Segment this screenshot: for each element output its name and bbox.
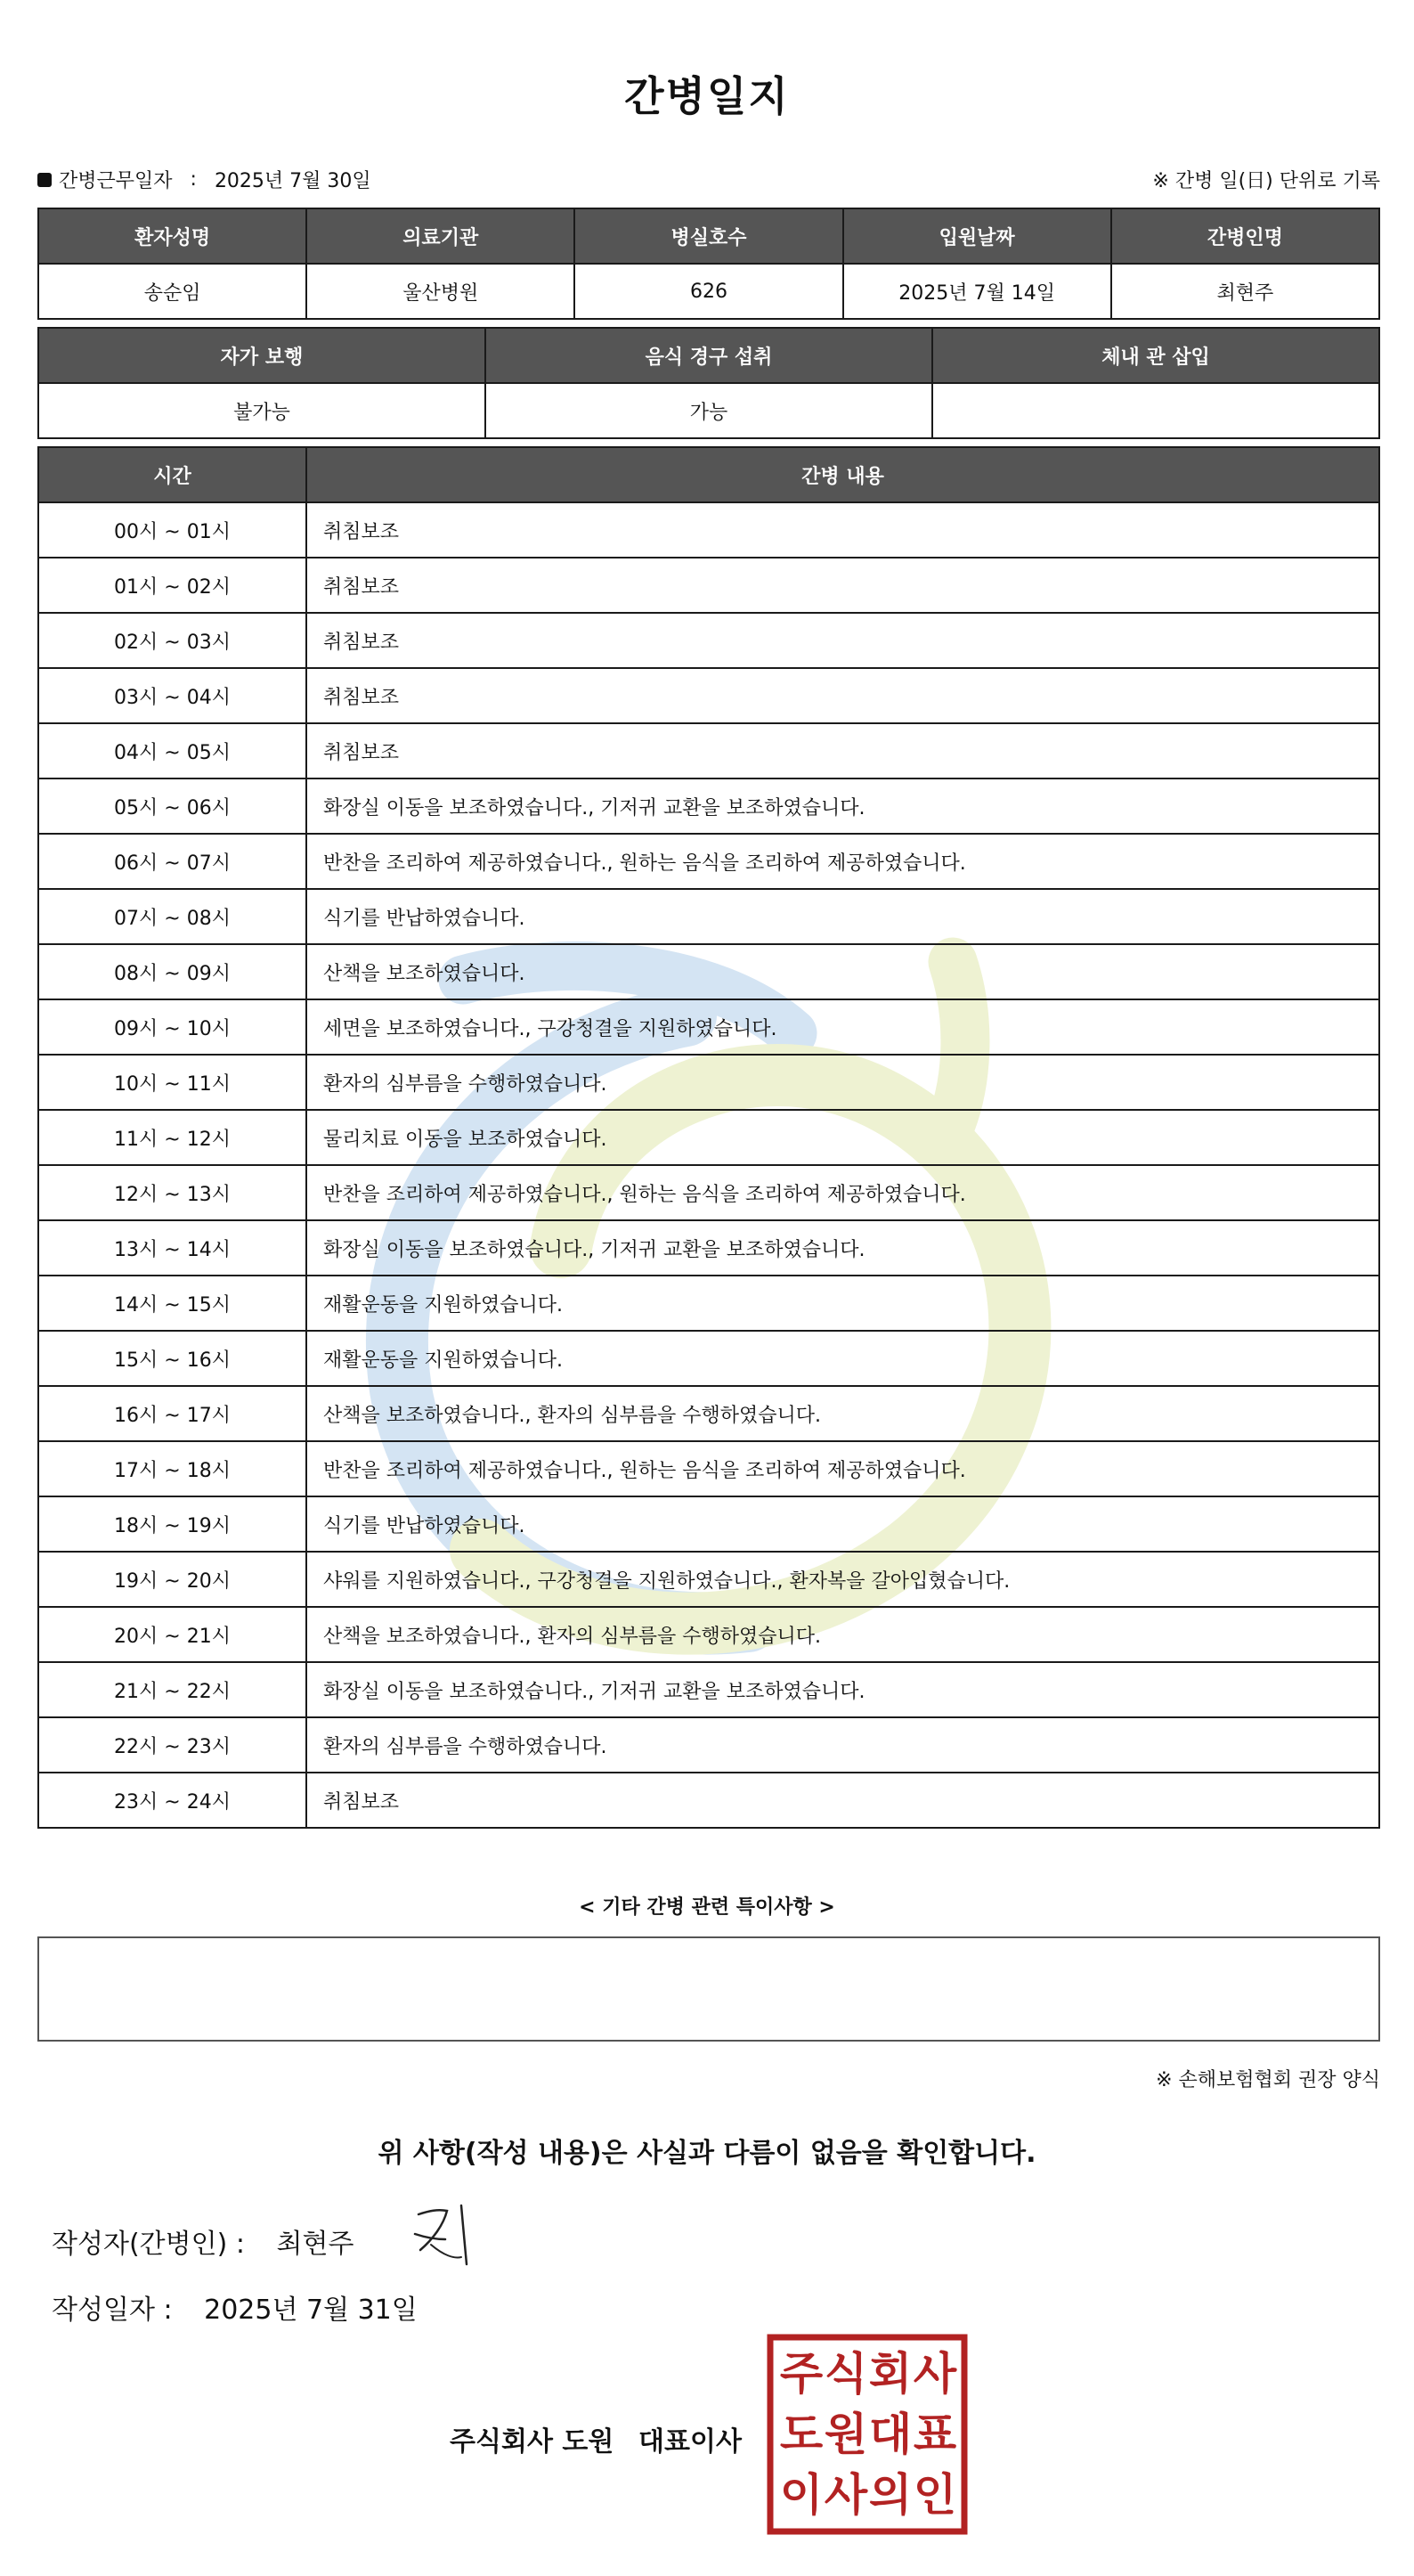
- writer-label: 작성자(간병인) :: [52, 2229, 245, 2260]
- care-log-table: [37, 446, 1380, 1829]
- svg-text:표: 표: [913, 2409, 957, 2460]
- log-content: 식기를 반납하였습니다.: [306, 889, 1379, 944]
- caregiver-name: 최현주: [1111, 264, 1379, 319]
- log-time: 01시 ~ 02시: [38, 558, 306, 613]
- header-time: 시간: [38, 447, 306, 502]
- log-content: 화장실 이동을 보조하였습니다., 기저귀 교환을 보조하였습니다.: [306, 1220, 1379, 1276]
- written-date-label: 작성일자 :: [52, 2295, 173, 2326]
- remarks-box: [37, 1936, 1380, 2042]
- table-row: [38, 1331, 1379, 1386]
- header-admission-date: 입원날짜: [843, 208, 1111, 264]
- company-name: 주식회사 도원: [450, 2426, 614, 2458]
- table-row: [38, 1496, 1379, 1552]
- svg-text:의: 의: [868, 2469, 913, 2521]
- svg-text:식: 식: [824, 2348, 868, 2400]
- remarks-title: < 기타 간병 관련 특이사항 >: [579, 1896, 835, 1919]
- table-row: [38, 944, 1379, 999]
- oral-intake: 가능: [485, 383, 932, 438]
- table-row: [38, 1055, 1379, 1110]
- log-time: 08시 ~ 09시: [38, 944, 306, 999]
- svg-text:도: 도: [779, 2409, 824, 2460]
- hospital: 울산병원: [306, 264, 574, 319]
- log-content: 환자의 심부름을 수행하였습니다.: [306, 1055, 1379, 1110]
- header-care-content: 간병 내용: [306, 447, 1379, 502]
- table-row: [38, 613, 1379, 668]
- table-row: [38, 1662, 1379, 1717]
- log-content: 산책을 보조하였습니다.: [306, 944, 1379, 999]
- tube-insertion: [932, 383, 1379, 438]
- work-date: [37, 166, 371, 193]
- header-tube-insertion: 체내 관 삽입: [932, 328, 1379, 383]
- meta-row: [37, 166, 1380, 196]
- log-time: 05시 ~ 06시: [38, 779, 306, 834]
- log-time: 17시 ~ 18시: [38, 1441, 306, 1496]
- company-seal-icon: [767, 2334, 968, 2535]
- table-row: [38, 1717, 1379, 1773]
- header-patient-name: 환자성명: [38, 208, 306, 264]
- log-time: 03시 ~ 04시: [38, 668, 306, 723]
- log-content: 반찬을 조리하여 제공하였습니다., 원하는 음식을 조리하여 제공하였습니다.: [306, 1165, 1379, 1220]
- log-content: 반찬을 조리하여 제공하였습니다., 원하는 음식을 조리하여 제공하였습니다.: [306, 834, 1379, 889]
- written-date-value: 2025년 7월 31일: [204, 2295, 418, 2326]
- svg-text:사: 사: [824, 2469, 868, 2521]
- log-time: 11시 ~ 12시: [38, 1110, 306, 1165]
- log-content: 취침보조: [306, 558, 1379, 613]
- log-time: 16시 ~ 17시: [38, 1386, 306, 1441]
- svg-text:인: 인: [913, 2469, 957, 2521]
- ceo-title: 대표이사: [638, 2426, 742, 2458]
- table-row: [38, 668, 1379, 723]
- svg-text:대: 대: [868, 2409, 913, 2460]
- table-row: [38, 1110, 1379, 1165]
- table-row: [38, 502, 1379, 558]
- table-row: [38, 1276, 1379, 1331]
- table-row: [38, 834, 1379, 889]
- table-row: [38, 1441, 1379, 1496]
- svg-text:사: 사: [913, 2348, 957, 2400]
- log-content: 샤워를 지원하였습니다., 구강청결을 지원하였습니다., 환자복을 갈아입혔습니다.: [306, 1552, 1379, 1607]
- svg-text:회: 회: [868, 2348, 913, 2400]
- work-date-label: 간병근무일자: [59, 170, 173, 192]
- work-date-value: 2025년 7월 30일: [214, 170, 371, 192]
- log-time: 02시 ~ 03시: [38, 613, 306, 668]
- confirmation-statement: 위 사항(작성 내용)은 사실과 다름이 없음을 확인합니다.: [378, 2138, 1036, 2169]
- log-content: 취침보조: [306, 723, 1379, 779]
- log-content: 세면을 보조하였습니다., 구강청결을 지원하였습니다.: [306, 999, 1379, 1055]
- log-header-row: [38, 447, 1379, 502]
- writer-name: 최현주: [276, 2229, 354, 2260]
- log-time: 23시 ~ 24시: [38, 1773, 306, 1828]
- admission-date: 2025년 7월 14일: [843, 264, 1111, 319]
- form-note: ※ 손해보험협회 권장 양식: [1156, 2069, 1380, 2091]
- patient-name: 송순임: [38, 264, 306, 319]
- table-row: [38, 1773, 1379, 1828]
- page-title: 간병일지: [624, 72, 790, 120]
- log-content: 취침보조: [306, 668, 1379, 723]
- room-number: 626: [574, 264, 842, 319]
- work-date-separator: :: [190, 168, 197, 191]
- log-time: 10시 ~ 11시: [38, 1055, 306, 1110]
- log-time: 06시 ~ 07시: [38, 834, 306, 889]
- log-content: 취침보조: [306, 613, 1379, 668]
- patient-info-table: [37, 208, 1380, 320]
- log-time: 09시 ~ 10시: [38, 999, 306, 1055]
- log-time: 15시 ~ 16시: [38, 1331, 306, 1386]
- header-self-walking: 자가 보행: [38, 328, 485, 383]
- log-content: 화장실 이동을 보조하였습니다., 기저귀 교환을 보조하였습니다.: [306, 779, 1379, 834]
- log-time: 14시 ~ 15시: [38, 1276, 306, 1331]
- svg-text:이: 이: [779, 2469, 824, 2521]
- unit-note: ※ 간병 일(日) 단위로 기록: [1152, 170, 1380, 192]
- log-time: 12시 ~ 13시: [38, 1165, 306, 1220]
- log-content: 취침보조: [306, 1773, 1379, 1828]
- log-content: 화장실 이동을 보조하였습니다., 기저귀 교환을 보조하였습니다.: [306, 1662, 1379, 1717]
- log-content: 물리치료 이동을 보조하였습니다.: [306, 1110, 1379, 1165]
- table-row: [38, 1607, 1379, 1662]
- header-caregiver-name: 간병인명: [1111, 208, 1379, 264]
- log-content: 재활운동을 지원하였습니다.: [306, 1276, 1379, 1331]
- log-content: 식기를 반납하였습니다.: [306, 1496, 1379, 1552]
- table-row: [38, 1552, 1379, 1607]
- log-content: 산책을 보조하였습니다., 환자의 심부름을 수행하였습니다.: [306, 1386, 1379, 1441]
- log-time: 22시 ~ 23시: [38, 1717, 306, 1773]
- table-row: [38, 889, 1379, 944]
- log-time: 13시 ~ 14시: [38, 1220, 306, 1276]
- log-time: 00시 ~ 01시: [38, 502, 306, 558]
- status-header-row: [38, 328, 1379, 383]
- log-time: 21시 ~ 22시: [38, 1662, 306, 1717]
- log-content: 환자의 심부름을 수행하였습니다.: [306, 1717, 1379, 1773]
- header-room-number: 병실호수: [574, 208, 842, 264]
- header-hospital: 의료기관: [306, 208, 574, 264]
- log-time: 04시 ~ 05시: [38, 723, 306, 779]
- svg-text:원: 원: [824, 2409, 868, 2460]
- table-row: [38, 558, 1379, 613]
- log-content: 반찬을 조리하여 제공하였습니다., 원하는 음식을 조리하여 제공하였습니다.: [306, 1441, 1379, 1496]
- log-time: 19시 ~ 20시: [38, 1552, 306, 1607]
- table-row: [38, 1386, 1379, 1441]
- written-date-line: [52, 2287, 418, 2327]
- table-row: [38, 1220, 1379, 1276]
- status-value-row: [38, 383, 1379, 438]
- info-header-row: [38, 208, 1379, 264]
- writer-line: [52, 2221, 354, 2261]
- signature-icon: [408, 2198, 488, 2270]
- patient-status-table: [37, 327, 1380, 439]
- table-row: [38, 723, 1379, 779]
- info-value-row: [38, 264, 1379, 319]
- log-content: 재활운동을 지원하였습니다.: [306, 1331, 1379, 1386]
- table-row: [38, 779, 1379, 834]
- svg-text:주: 주: [779, 2348, 824, 2400]
- log-time: 20시 ~ 21시: [38, 1607, 306, 1662]
- log-time: 18시 ~ 19시: [38, 1496, 306, 1552]
- table-row: [38, 1165, 1379, 1220]
- log-time: 07시 ~ 08시: [38, 889, 306, 944]
- log-content: 산책을 보조하였습니다., 환자의 심부름을 수행하였습니다.: [306, 1607, 1379, 1662]
- self-walking: 불가능: [38, 383, 485, 438]
- log-content: 취침보조: [306, 502, 1379, 558]
- table-row: [38, 999, 1379, 1055]
- square-bullet-icon: [37, 173, 52, 187]
- header-oral-intake: 음식 경구 섭취: [485, 328, 932, 383]
